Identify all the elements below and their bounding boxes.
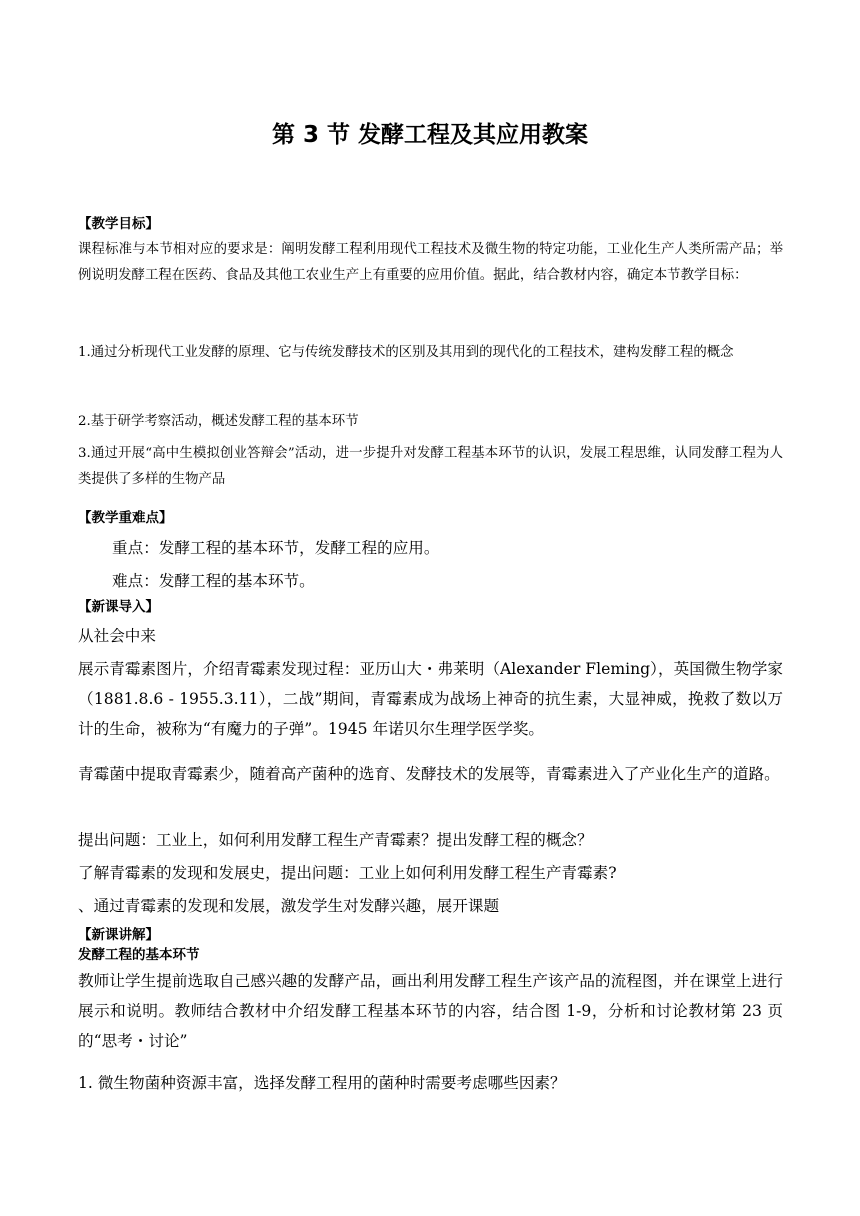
- goal-item-2: 2.基于研学考察活动，概述发酵工程的基本环节: [78, 414, 359, 429]
- intro-line-1: 从社会中来: [78, 627, 156, 645]
- lesson-question-1: 1. 微生物菌种资源丰富，选择发酵工程用的菌种时需要考虑哪些因素？: [78, 1074, 566, 1092]
- goals-intro-paragraph: 课程标准与本节相对应的要求是：阐明发酵工程利用现代工程技术及微生物的特定功能，工业化生产人类所需产品；举例说明发酵工程在医药、食品及其他工农业生产上有重要的应用价值。据此，结合教材内容，确定本节教学目标：: [78, 242, 783, 283]
- key-point-focus: 重点：发酵工程的基本环节，发酵工程的应用。: [112, 539, 440, 557]
- section-heading-lesson: 【新课讲解】: [78, 927, 159, 943]
- section-heading-goals: 【教学目标】: [78, 216, 159, 232]
- goal-item-1: 1.通过分析现代工业发酵的原理、它与传统发酵技术的区别及其用到的现代化的工程技术，建构发酵工程的概念: [78, 345, 734, 360]
- page-title: 第 3 节 发酵工程及其应用教案: [271, 122, 589, 148]
- section-heading-intro: 【新课导入】: [78, 599, 159, 615]
- key-point-difficulty: 难点：发酵工程的基本环节。: [112, 572, 315, 590]
- intro-line-4: 提出问题：工业上，如何利用发酵工程生产青霉素？提出发酵工程的概念？: [78, 831, 593, 849]
- goal-item-3: 3.通过开展“高中生模拟创业答辩会”活动，进一步提升对发酵工程基本环节的认识，发展工程思维，认同发酵工程为人类提供了多样的生物产品: [78, 446, 783, 487]
- intro-line-6: 、通过青霉素的发现和发展，激发学生对发酵兴趣，展开课题: [78, 897, 500, 915]
- intro-line-3: 青霉菌中提取青霉素少，随着高产菌种的选育、发酵技术的发展等，青霉素进入了产业化生产的道路。: [78, 765, 780, 783]
- lesson-paragraph: 教师让学生提前选取自己感兴趣的发酵产品，画出利用发酵工程生产该产品的流程图，并在课堂上进行展示和说明。教师结合教材中介绍发酵工程基本环节的内容，结合图 1-9，分析和讨论教材第 23 页的“思考・讨论”: [78, 972, 783, 1050]
- intro-line-5: 了解青霉素的发现和发展史，提出问题：工业上如何利用发酵工程生产青霉素?: [78, 864, 617, 882]
- intro-line-2: 展示青霉素图片，介绍青霉素发现过程：亚历山大・弗莱明（Alexander Fleming），英国微生物学家（1881.8.6 - 1955.3.11），二战”期间，青霉素成为战场上神奇的抗生素，大显神威，挽救了数以万计的生命，被称为“有魔力的子弹”。1945 年诺贝尔生理学医学奖。: [78, 660, 783, 738]
- lesson-subheading: 发酵工程的基本环节: [78, 947, 200, 963]
- section-heading-key-points: 【教学重难点】: [78, 510, 173, 526]
